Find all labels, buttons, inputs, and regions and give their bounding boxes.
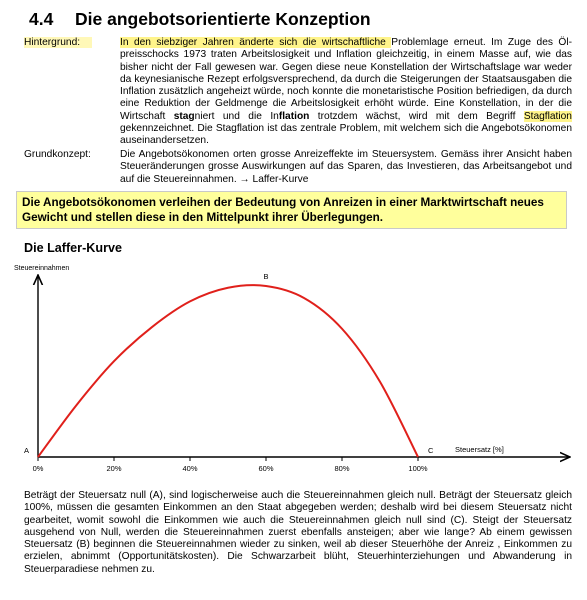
point-label-c: C xyxy=(428,446,434,455)
highlighted-text: In den siebziger Jahren änderte sich die wirtschaftliche xyxy=(120,37,392,48)
y-axis-label: Steuereinnahmen xyxy=(14,265,70,272)
x-axis-label: Steuersatz [%] xyxy=(455,445,504,454)
laffer-curve-chart xyxy=(0,255,587,475)
key-statement-callout: Die Angebotsökonomen verleihen der Bedeutung von Anreizen in einer Marktwirtschaft neues Gewicht und stellen diese in den Mittelpunkt ihrer Überlegungen. xyxy=(16,191,567,229)
x-tick-label: 60% xyxy=(258,464,274,473)
x-ticks xyxy=(33,457,428,473)
x-tick-label: 0% xyxy=(32,464,44,473)
point-labels xyxy=(24,272,434,455)
stagflation-term: Stagflation xyxy=(523,110,572,122)
section-number: 4.4 xyxy=(29,9,54,29)
laffer-curve-line xyxy=(38,285,418,457)
point-label-a: A xyxy=(24,446,30,455)
hintergrund-text: In den siebziger Jahren änderte sich die wirtschaftliche Problemlage erneut. Im Zuge des Ölpreisschocks 1973 traten Arbeitslosigkeit und Inflation gleichzeitig, in einem Masse auf, wie das bisher nicht der Fall gewesen war. Gegen diese neue Konstellation der Wirtschaftslage war weder da keynesianische Rezept erfolgsversprechend, da durch die Steigerungen der Staatsausgaben die Inflation zusätzlich angeheizt würde, noch konnte die monetaristische Position befriedigen, da durch eine Reduktion der Geldmenge die Arbeitslosigkeit erhöht würde. Eine Konstellation, in der die Wirtschaft stagniert und die Inflation trotzdem wächst, wird mit dem Begriff Stagflation gekennzeichnet. Die Stagflation ist das zentrale Problem, mit welchem sich die Angebotsökonomen auseinandersetzen. xyxy=(120,37,573,147)
x-tick-label: 40% xyxy=(182,464,198,473)
grundkonzept-label: Grundkonzept: xyxy=(24,149,91,160)
section-heading xyxy=(29,9,371,30)
x-tick-label: 100% xyxy=(408,464,428,473)
laffer-section-title: Die Laffer-Kurve xyxy=(24,241,122,255)
x-tick-label: 80% xyxy=(334,464,350,473)
hintergrund-label: Hintergrund: xyxy=(24,37,116,49)
x-tick-label: 20% xyxy=(106,464,122,473)
section-title: Die angebotsorientierte Konzeption xyxy=(75,9,371,29)
explanation-paragraph: Beträgt der Steuersatz null (A), sind logischerweise auch die Steuereinnahmen gleich null. Beträgt der Steuersatz gleich 100%, müssen die gesamten Einkommen an den Staat abgegeben werden; deshalb wird bei diesem Steuersatz nicht gearbeitet, womit sowohl die Einkommen wie auch die Steuereinnahmen gleich null sind (C). Steigt der Steuersatz ausgehend von Null, werden die Steuereinnahmen zuerst ebenfalls ansteigen; aber wie lange? Ab einem gewissen Steuersatz (B) beginnen die Steuereinnahmen wieder zu sinken, weil ab dieser Steuerhöhe der Anreiz , Einkommen zu erzielen, abnimmt (Opportunitätskosten). Die Schwarzarbeit blüht, Steuerhinterziehungen und Abwanderung in Steuerparadiese nehmen zu. xyxy=(24,490,572,575)
point-label-b: B xyxy=(263,272,269,281)
grundkonzept-row xyxy=(24,149,572,187)
hintergrund-row xyxy=(24,37,572,147)
grundkonzept-text: Die Angebotsökonomen orten grosse Anreizeffekte im Steuersystem. Gemäss ihrer Ansicht haben Steueränderungen grosse Auswirkungen auf das Sparen, das Investieren, das Arbeitsangebot und auf die Steuereinnahmen. → Laffer-Kurve xyxy=(120,149,572,185)
